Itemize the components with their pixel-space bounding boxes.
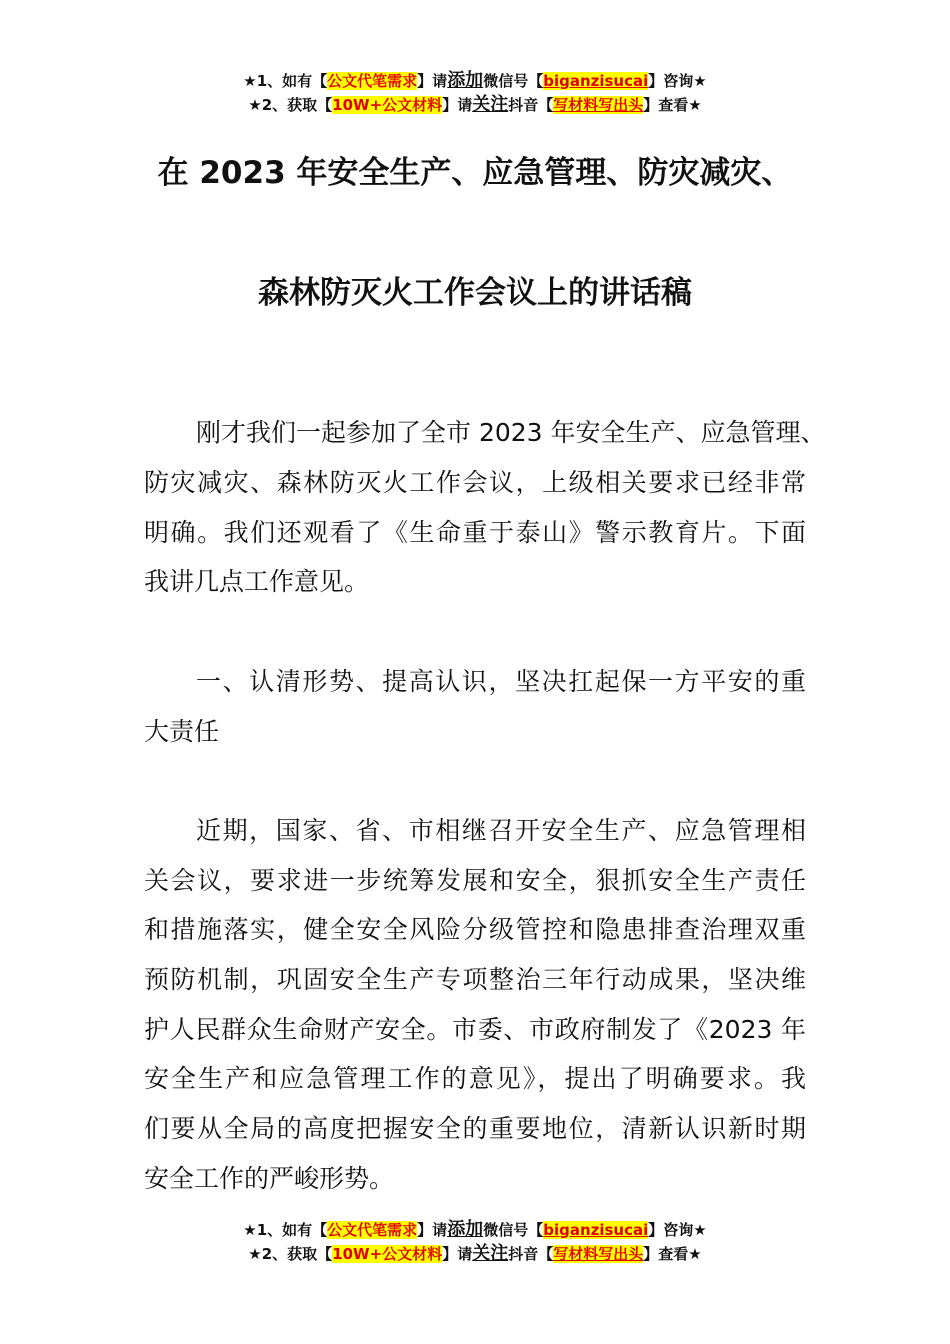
paragraph-line: 和措施落实，健全安全风险分级管控和隐患排查治理双重 [144,915,806,944]
banner-text: ★2、获取【 [248,1245,333,1263]
paragraph-line: 安全工作的严峻形势。 [144,1164,395,1193]
banner-underline: 关注 [472,1243,509,1264]
paragraph-line: 防灾减灾、森林防灭火工作会议，上级相关要求已经非常 [144,468,806,497]
banner-line-1 [0,69,950,93]
banner-text: 抖音【 [508,1245,554,1263]
banner-text: ★2、获取【 [248,96,333,114]
douyin-id: 写材料写出头 [553,1245,644,1263]
banner-text: 抖音【 [508,96,554,114]
banner-line-2 [0,93,950,117]
paragraph-line: 刚才我们一起参加了全市 2023 年安全生产、应急管理、 [196,418,826,447]
paragraph-line: 关会议，要求进一步统筹发展和安全，狠抓安全生产责任 [144,866,806,895]
banner-text: 】请 [442,1245,473,1263]
banner-highlight: 公文代笔需求 [327,1221,418,1239]
paragraph-line: 我讲几点工作意见。 [144,567,370,596]
banner-line-2 [0,1242,950,1266]
banner-text: 】请 [417,72,448,90]
banner-text: 】查看★ [643,1245,702,1263]
banner-highlight: 10W+公文材料 [332,96,443,114]
banner-text: 】咨询★ [648,1221,707,1239]
top-banner [0,69,950,117]
wechat-id: biganzisucai [543,72,649,90]
document-title-line-2: 森林防灭火工作会议上的讲话稿 [258,275,692,311]
paragraph-line: 近期，国家、省、市相继召开安全生产、应急管理相 [196,816,806,845]
banner-highlight: 公文代笔需求 [327,72,418,90]
paragraph-line: 护人民群众生命财产安全。市委、市政府制发了《2023 年 [144,1015,806,1044]
banner-text: ★1、如有【 [243,1221,328,1239]
document-title-line-1: 在 2023 年安全生产、应急管理、防灾减灾、 [157,155,793,191]
bottom-banner [0,1218,950,1266]
banner-underline: 添加 [447,70,484,91]
banner-text: 】查看★ [643,96,702,114]
banner-text: 微信号【 [483,1221,544,1239]
banner-underline: 关注 [472,94,509,115]
paragraph-line: 们要从全局的高度把握安全的重要地位，清新认识新时期 [144,1114,806,1143]
banner-highlight: 10W+公文材料 [332,1245,443,1263]
paragraph-line: 安全生产和应急管理工作的意见》，提出了明确要求。我 [144,1064,806,1093]
banner-text: ★1、如有【 [243,72,328,90]
wechat-id: biganzisucai [543,1221,649,1239]
banner-line-1 [0,1218,950,1242]
paragraph-line: 预防机制，巩固安全生产专项整治三年行动成果，坚决维 [144,965,806,994]
paragraph-line: 明确。我们还观看了《生命重于泰山》警示教育片。下面 [144,518,806,547]
section-heading-line: 大责任 [144,717,220,746]
banner-text: 微信号【 [483,72,544,90]
banner-text: 】请 [442,96,473,114]
banner-underline: 添加 [447,1219,484,1240]
douyin-id: 写材料写出头 [553,96,644,114]
section-heading-line: 一、认清形势、提高认识，坚决扛起保一方平安的重 [196,667,806,696]
banner-text: 】请 [417,1221,448,1239]
banner-text: 】咨询★ [648,72,707,90]
